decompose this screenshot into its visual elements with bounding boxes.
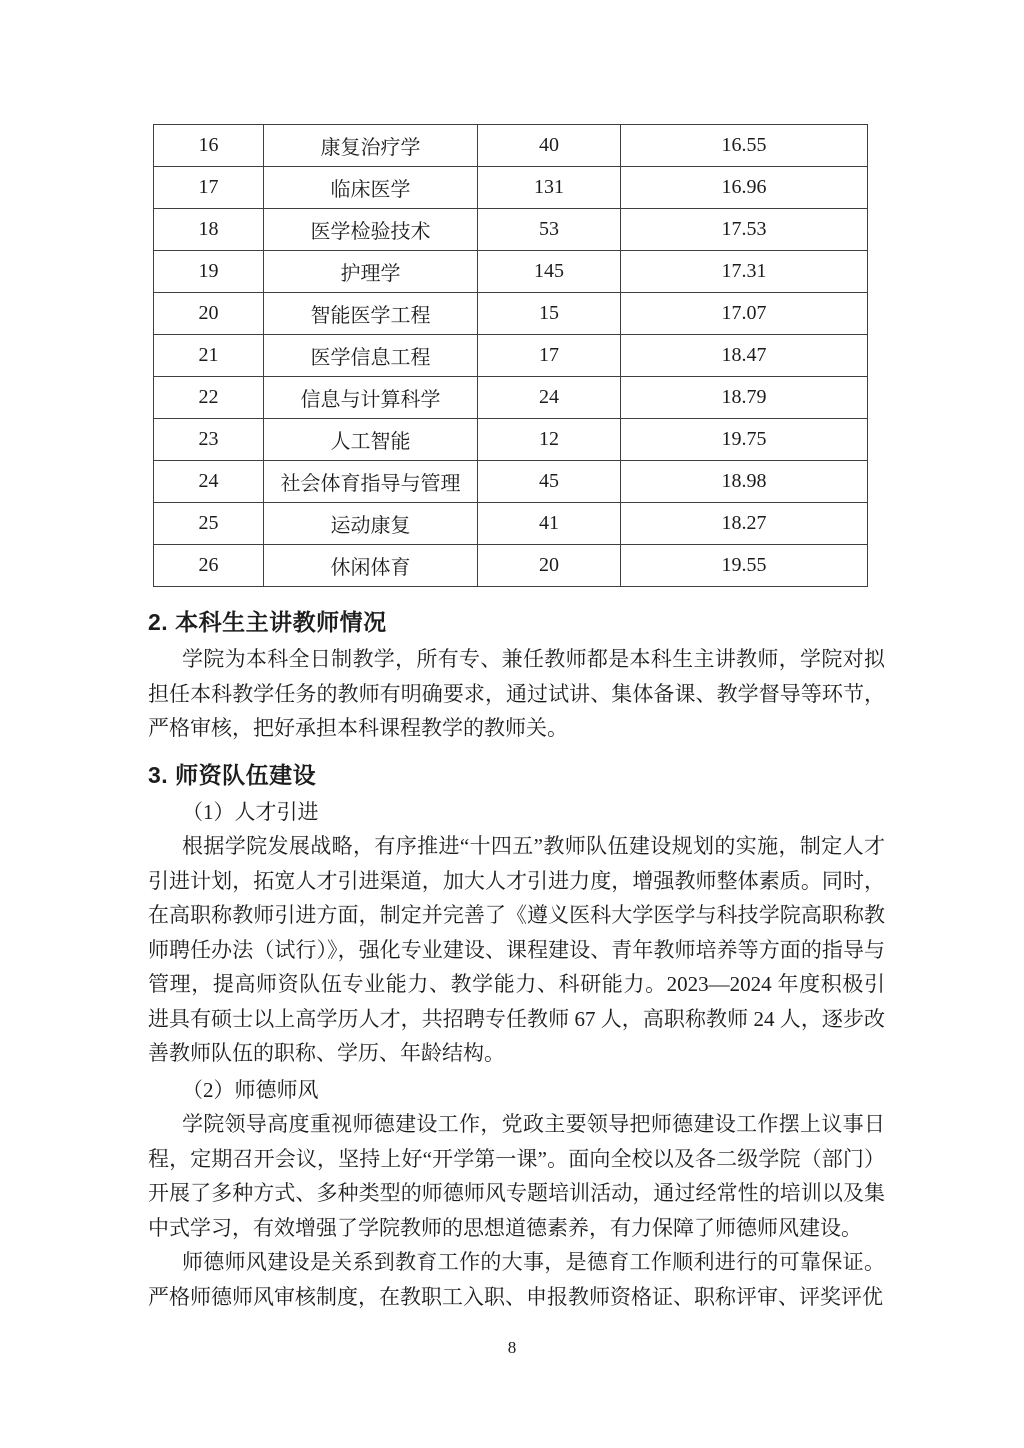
- cell-major: 信息与计算科学: [264, 377, 478, 419]
- cell-value: 16.96: [621, 167, 868, 209]
- cell-value: 18.98: [621, 461, 868, 503]
- table-row: [154, 251, 868, 293]
- cell-major: 智能医学工程: [264, 293, 478, 335]
- table-row: [154, 209, 868, 251]
- table-row: [154, 335, 868, 377]
- table-row: [154, 293, 868, 335]
- cell-major: 人工智能: [264, 419, 478, 461]
- cell-major: 临床医学: [264, 167, 478, 209]
- cell-count: 24: [478, 377, 621, 419]
- paragraph-teacher-ethics-2: 师德师风建设是关系到教育工作的大事，是德育工作顺利进行的可靠保证。严格师德师风审核制度，在教职工入职、申报教师资格证、职称评审、评奖评优: [148, 1250, 885, 1309]
- cell-index: 24: [154, 461, 264, 503]
- section-heading-faculty-building: 3. 师资队伍建设: [148, 761, 317, 788]
- section-heading-undergrad-lecturers: 2. 本科生主讲教师情况: [148, 609, 387, 635]
- cell-major: 社会体育指导与管理: [264, 461, 478, 503]
- cell-index: 16: [154, 125, 264, 167]
- cell-count: 45: [478, 461, 621, 503]
- table-row: [154, 125, 868, 167]
- cell-value: 18.27: [621, 503, 868, 545]
- page-number: 8: [507, 1338, 517, 1357]
- cell-count: 131: [478, 167, 621, 209]
- table-row: [154, 419, 868, 461]
- cell-count: 145: [478, 251, 621, 293]
- cell-count: 20: [478, 545, 621, 587]
- table-row: [154, 167, 868, 209]
- cell-count: 17: [478, 335, 621, 377]
- cell-value: 17.31: [621, 251, 868, 293]
- cell-count: 12: [478, 419, 621, 461]
- cell-major: 护理学: [264, 251, 478, 293]
- paragraph-undergrad-lecturers: 学院为本科全日制教学，所有专、兼任教师都是本科生主讲教师，学院对拟担任本科教学任务的教师有明确要求，通过试讲、集体备课、教学督导等环节，严格审核，把好承担本科课程教学的教师关。: [148, 647, 885, 740]
- cell-index: 26: [154, 545, 264, 587]
- cell-index: 18: [154, 209, 264, 251]
- subheading-teacher-ethics: （2）师德师风: [182, 1077, 319, 1102]
- cell-index: 25: [154, 503, 264, 545]
- cell-value: 18.79: [621, 377, 868, 419]
- cell-index: 22: [154, 377, 264, 419]
- table-row: [154, 503, 868, 545]
- page-content: [148, 124, 885, 1314]
- paragraph-talent-recruitment: 根据学院发展战略，有序推进“十四五”教师队伍建设规划的实施，制定人才引进计划，拓宽人才引进渠道，加大人才引进力度，增强教师整体素质。同时，在高职称教师引进方面，制定并完善了《遵义医科大学医学与科技学院高职称教师聘任办法（试行）》，强化专业建设、课程建设、青年教师培养等方面的指导与管理，提高师资队伍专业能力、教学能力、科研能力。2023—2024 年度积极引进具有硕士以上高学历人才，共招聘专任教师 67 人，高职称教师 24 人，逐步改善教师队伍的职称、学历、年龄结构。: [148, 834, 885, 1065]
- cell-value: 19.55: [621, 545, 868, 587]
- table-row: [154, 377, 868, 419]
- cell-count: 15: [478, 293, 621, 335]
- cell-value: 18.47: [621, 335, 868, 377]
- majors-table: [153, 124, 868, 587]
- cell-value: 17.07: [621, 293, 868, 335]
- subheading-talent-recruitment: （1）人才引进: [182, 799, 319, 824]
- cell-index: 21: [154, 335, 264, 377]
- cell-major: 运动康复: [264, 503, 478, 545]
- cell-index: 20: [154, 293, 264, 335]
- cell-major: 医学检验技术: [264, 209, 478, 251]
- cell-count: 53: [478, 209, 621, 251]
- cell-index: 23: [154, 419, 264, 461]
- cell-value: 17.53: [621, 209, 868, 251]
- cell-index: 17: [154, 167, 264, 209]
- table-row: [154, 461, 868, 503]
- cell-index: 19: [154, 251, 264, 293]
- cell-count: 40: [478, 125, 621, 167]
- cell-major: 休闲体育: [264, 545, 478, 587]
- cell-value: 16.55: [621, 125, 868, 167]
- cell-major: 康复治疗学: [264, 125, 478, 167]
- table-row: [154, 545, 868, 587]
- cell-count: 41: [478, 503, 621, 545]
- paragraph-teacher-ethics-1: 学院领导高度重视师德建设工作，党政主要领导把师德建设工作摆上议事日程，定期召开会议，坚持上好“开学第一课”。面向全校以及各二级学院（部门）开展了多种方式、多种类型的师德师风专题培训活动，通过经常性的培训以及集中式学习，有效增强了学院教师的思想道德素养，有力保障了师德师风建设。: [148, 1112, 885, 1240]
- cell-major: 医学信息工程: [264, 335, 478, 377]
- cell-value: 19.75: [621, 419, 868, 461]
